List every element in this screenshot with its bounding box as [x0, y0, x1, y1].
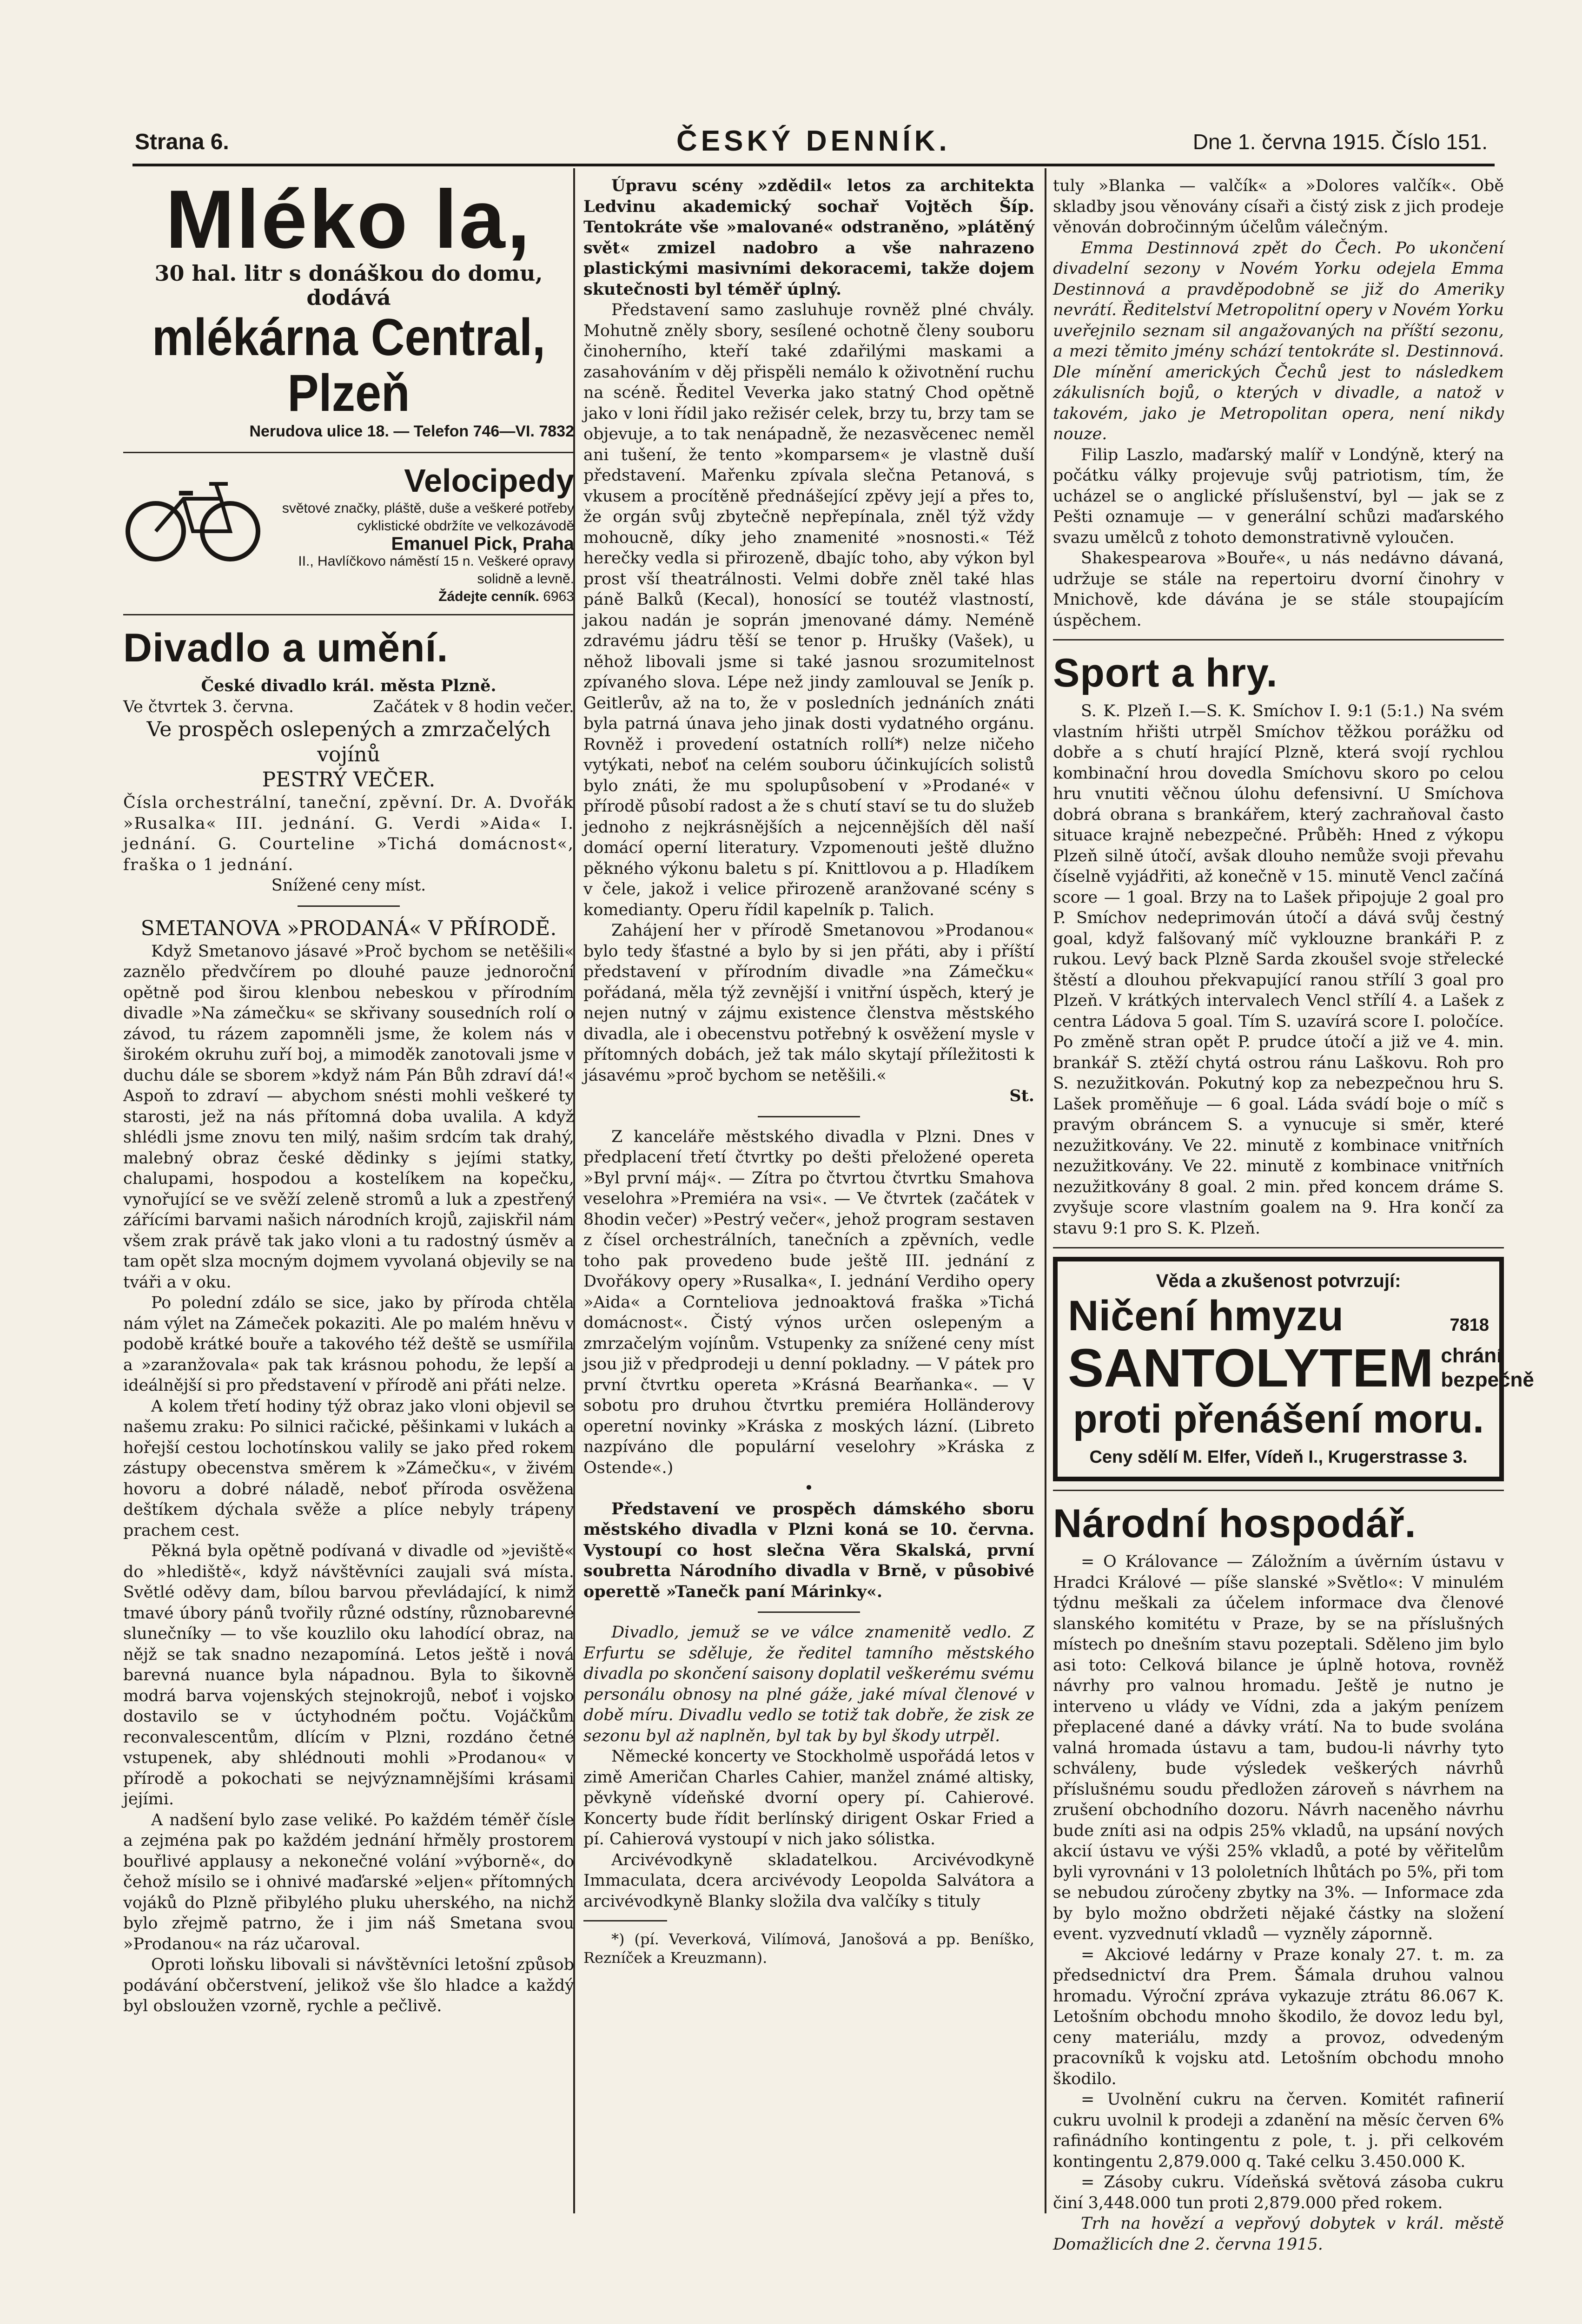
notice-kancelar: Z kanceláře městského divadla v Plzni. Dnes v předplacení třetí čtvrtky po dešti přeložené opereta »Byl první máj«. — Zítra po čtvrtou čtvrtku Smahova veselohra »Premiéra na vsi«. — Ve čtvrtek (začátek v 8hodin večer) »Pestrý večer«, jehož program sestaven z čísel orchestrálních, tanečních a zpěvních, vedle toho pak provedeno bude ještě III. jednání z Dvořákovy opery »Rusalka«, I. jednání Verdiho opery »Aida« a Cornteliova jednoaktová fraška »Tichá domácnost«. Čistý výnos určen oslepeným a zmrzačelým vojínům. Vstupenky za snížené ceny míst jsou již v předprodeji u denní pokladny. — V pátek pro první čtvrtku opereta »Krásná Bearňanka«. — V sobotu pro druhou čtvrtku premiéra Holländerovy operetní novinky »Kráska z moských lázní. (Libreto nazpíváno dle populární veselohry »Kráska z Ostende«.) [583, 1127, 1034, 1477]
ad-santolyt-tagline: Věda a zkušenost potvrzují: [1156, 1271, 1401, 1291]
paragraph: Po polední zdálo se sice, jako by příroda chtěla nám výlet na Zámeček pokaziti. Ale po malém hněvu v podobě krátké bouře a takového též deště se usmířila a »zaranžovala« pak tak krásnou pohodu, že lepší a ideálnější si pro představení v přírodě ani přáti nelze. [123, 1294, 574, 1395]
notice-shakespeare: Shakespearova »Bouře«, u nás nedávno dávaná, udržuje se stále na repertoiru dvorní činohry v Mnichově, kde dávána je se stále stoupajícím úspěchem. [1053, 549, 1504, 630]
paragraph: A kolem třetí hodiny týž obraz jako vloni objevil se našemu zraku: Po silnici račické, pěšinkami v lukách a hořejší cestou lochotínskou valily se jako před rokem zástupy obecenstva směrem k »Zámečku«, v živém hovoru a dobré náladě, neboť příroda osvěžena deštíkem dýchala svěže a plíce nebyly trápeny prachem cest. [123, 1397, 574, 1540]
performance-date [123, 697, 574, 718]
column-3 [1053, 176, 1534, 2255]
notice-kralovanka: = O Královance — Záložním a úvěrním ústavu v Hradci Králové — píše slanské »Světlo«: V minulém týdnu meškali za účelem informace dva členové slanského komitétu v Praze, by se na příslušných místech po dnešním stavu pozeptali. Sděleno jim bylo asi toto: Celková bilance je úplně hotova, rovněž návrhy pro valnou hromadu. Ještě je nutno je interveno u vlády ve Vídni, zda a jakým penízem přeplacené dané a dávky vrátí. Na to bude svolána valná hromada ústavu a tam, budou-li návrhy tyto schváleny, bude výsledek veškerých návrhů příslušnému soudu předložen zároveň s návrhem na zrušení obchodního dozoru. Návrh naceněho návrhu bude zníti asi na odpis 25% vkladů, na upsání nových akcií ústavu ve výši 25% vkladů, a poté by věřitelům byli vyrovnáni v 13 pololetních lhůtách po 5%, při tom se nebudou zúročeny zbytky na 3%. — Informace zda by bylo možno obdržeti nějaké částky na složení event. vyzvednutí vkladů — vyzněly zápornně. [1053, 1552, 1504, 1943]
ad-velocipedy-address: II., Havlíčkovo náměstí 15 n. Veškeré opravy solidně a levně. [298, 554, 574, 587]
ad-santolyt [1053, 1257, 1534, 1481]
ad-mleko [123, 173, 574, 443]
divider [298, 905, 400, 907]
sport-report: S. K. Plzeň I.—S. K. Smíchov I. 9:1 (5:1.) Na svém vlastním hřišti utrpěl Smíchov těžkou porážku od dobře a s chutí hrající Plzně, která svojí rychlou kombinační hrou dovedla Smíchovu skoro po celou hru vnutiti věčnou úlohu defensivní. U Smíchova dobrá obrana s brankářem, který zachraňoval často situace krajně nebezpečné. Průběh: Hned z výkopu Plzeň silně útočí, avšak dlouho nemůže svoji převahu číselně vyjádřiti, až konečně v 15. minutě Vencl začíná score — 1 goal. Brzy na to Lašek připojuje 2 goal pro P. Smíchov nedeprimován útočí a dává svůj čestný goal, když falšovaný míč vyklouzne brankáři P. z rukou. Levý back Plzně Sarda zkoušel svoje střelecké štěstí a dlouhou překvapující ranou střílí 3 goal pro Plzeň. V krátkých intervalech Vencl střílí 4. a Lašek z centra Ládova 5 goal. Tím S. uzavírá score I. poločíce. Po změně stran opět P. prudce útočí a již ve 4. min. brankář S. ztěží chytá ostrou ránu Laškovu. Roh pro S. nezužitkován. Pokutný kop za nebezpečnou hru S. Lašek proměňuje — 6 goal. Láda svádí boje o míč s pravým obráncem S. a vynucuje si směr, které nezužitkovány. Ve 22. minutě z kombinace vnitřních nezužitkovány. Ve 22. minutě z kombinace vnitřních nezužitkovány 8 goal. 2 min. před koncem dráme S. zvyšuje score vlastním goalem na 9. Hra končí za stavu 9:1 pro S. K. Plzeň. [1053, 702, 1504, 1238]
page-number: Strana 6. [135, 130, 229, 154]
notice-zasoby: = Zásoby cukru. Vídeňská světová zásoba cukru činí 3,448.000 tun proti 2,879.000 před rokem. [1053, 2173, 1504, 2212]
ad-velocipedy-num: 6963 [543, 589, 574, 604]
ad-santolyt-line2 [1068, 1292, 1489, 1340]
paragraph: tuly »Blanka — valčík« a »Dolores valčík«. Obě skladby jsou věnovány císaři a čistý zisk z jich prodeje věnován dobročinným účelům válečným. [1053, 177, 1504, 237]
divider [758, 1611, 860, 1613]
bicycle-icon [123, 462, 263, 564]
divider [1053, 1247, 1504, 1248]
divider [758, 1116, 860, 1117]
event-title: PESTRÝ VEČER. [262, 768, 436, 792]
notice-laszlo: Filip Laszlo, maďarský malíř v Londýně, který na počátku války projevuje svůj patriotism, tím, že ucházel se o anglické příslušenství, byl — jak se z Pešti oznamuje — v generální schůzi maďarského svazu umělců z tohoto demonstrativně vyloučen. [1053, 445, 1504, 547]
issue-date: Dne 1. června 1915. Číslo 151. [1192, 130, 1488, 154]
ad-santolyt-subline: proti přenášení moru. [1072, 1396, 1484, 1441]
benefit-line: Ve prospěch oslepených a zmrzačelých vojínů [146, 718, 551, 766]
ad-santolyt-brand: SANTOLYTEM [1068, 1337, 1434, 1398]
paragraph: Představení samo zasluhuje rovněž plné chvály. Mohutně zněly sbory, sesílené ochotně členy souboru činoherního, kteří také zdařilými maskami a zasahováním v děj přispěli nemálo k oživotnění ruchu na scéně. Ředitel Veverka jako statný Chod opětně jako v loni řídil jako režisér celek, brzy tu, brzy tam se objevuje, a to tak nenápadně, že nezasvěcenec neměl ani tušení, že tento »komparsem« je vlastně duší představení. Mařenku zpívala slečna Petanová, s vkusem a procítěně přednášející zpěvy její a přes to, že orgán svůj zbytečně nepřepínala, zněl týž vždy mohoucně, díky jeho znamenité »nosnosti.« Též herečky vedla si přirozeně, dbajíc toho, aby výkon byl prost vší theatrálnosti. Velmi dobře zněl také hlas páně Balků (Kecal), honosící se toutéž vlastností, jakou nadán je soprán jmenované dámy. Neméně zdravému jádru těší se tenor p. Hrušky (Vašek), u něhož libovali jsme si také jasnou srozumitelnost zpívaného slova. Lépe než jindy zamlouval se Jeník p. Geitlerův, až na to, že v posledních jednáních znáti byla patrná únava jeho jinak dosti vydatného orgánu. Rovněž i provedení ostatních rollí*) nelze ničeho vytýkati, neboť na celém souboru účinkujících solistů bylo znáti, že mu spolupůsobení v »Prodané« v přírodě působí radost a že s chutí staví se tu do služeb jednoho z nejkrásnějších a nejcennějších děl naší domácí operní literatury. Vzpomenouti ještě dlužno pěkného výkonu baletu s pí. Knittlovou a p. Hladíkem v čele, jakož i velice přirozeně aranžované scény s komedianty. Operu řídil kapelník p. Talich. [583, 301, 1034, 919]
divider [1053, 1490, 1504, 1491]
notice-damsky-sbor: Představení ve prospěch dámského sboru městského divadla v Plzni koná se 10. června. Vystoupí co host slečna Věra Skalská, první soubretta Národního divadla v Brně, v působivé operettě »Tanečk paní Márinky«. [583, 1499, 1034, 1601]
ad-velocipedy-firm: Emanuel Pick, Praha [391, 534, 574, 554]
ad-mleko-firm: mlékárna Central, Plzeň [152, 308, 545, 422]
ad-santolyt-num: 7818 [1450, 1315, 1489, 1335]
section-title-hospodar: Národní hospodář. [1053, 1501, 1417, 1546]
paragraph: Oproti loňsku libovali si návštěvníci letošní způsob podávání občerstvení, jelikož vše šlo hladce a každý byl obsloužen vzorně, rychle a pečlivě. [123, 1955, 574, 2015]
section-title-divadlo: Divadlo a umění. [123, 626, 449, 670]
masthead: ČESKÝ DENNÍK. [676, 125, 951, 157]
divider [123, 614, 574, 615]
ad-velocipedy-title: Velocipedy [404, 462, 574, 499]
header-rule [132, 164, 1495, 166]
ad-santolyt-headline: Ničení hmyzu [1068, 1292, 1344, 1340]
author-signature: St. [1009, 1086, 1034, 1105]
notice-arcivevodkyne: Arcivévodkyně skladatelkou. Arcivévodkyně Immaculata, dcera arcivévody Leopolda Salvátora a arcivévodkyně Blanky složila dva valčíky s tituly [583, 1850, 1034, 1911]
column-2 [583, 176, 1034, 1967]
ad-santolyt-brand-row [1068, 1337, 1534, 1398]
notice-ledarny: = Akciové ledárny v Praze konaly 27. t. m. za předsednictví dra Prem. Šámala druhou valnou hromadu. Výroční zpráva vykazuje ztrátu 86.067 K. Letošním obchodu mnoho škodilo, že dovoz ledu byl, ceny materiálu, mzdy a provoz, odvedeným pracovníků k vojsku atd. Letošním obchodu mnoho škodilo. [1053, 1945, 1504, 2088]
ad-mleko-address: Nerudova ulice 18. — Telefon 746—VI. 7832 [249, 423, 574, 440]
section-title-sport: Sport a hry. [1053, 651, 1278, 695]
ad-velocipedy-text [272, 462, 574, 606]
bullet-separator: • [804, 1479, 814, 1498]
paragraph: Zahájení her v přírodě Smetanovou »Prodanou« bylo tedy šťastné a bylo by si jen přáti, aby i příští představení v přírodním divadle »na Zámečku« pořádaná, měla týž zevnější i vnitřní úspěch, který je nejen nutný v zájmu existence členstva městského divadla, ale i obecenstvu potřebný k osvěžení mysle v přítomných dobách, jež tak málo skytají příležitosti k jásavému »proč bychom se netěšili.« [583, 921, 1034, 1085]
notice-cukr: = Uvolnění cukru na červen. Komitét rafinerií cukru uvolnil k prodeji a zdanění na měsíc červen 6% rafinádního kontingentu z pole, t. j. při celkovém kontingentu 2,879.000 q. Také celku 3.450.000 K. [1053, 2090, 1504, 2171]
ad-velocipedy-cta: Žádejte cenník. [438, 589, 539, 604]
ad-mleko-headline: Mléko la, [165, 173, 532, 265]
notice-trh: Trh na hovězí a vepřový dobytek v král. městě Domažlicích dne 2. června 1915. [1053, 2214, 1504, 2254]
ad-velocipedy-desc: světové značky, pláště, duše a veškeré potřeby cyklistické obdržíte ve velkozávodě [282, 501, 574, 534]
ad-mleko-price: 30 hal. litr s donáškou do domu, dodává [154, 261, 543, 310]
paragraph: Úpravu scény »zdědil« letos za architekta Ledvinu akademický sochař Vojtěch Šíp. Tentokráte vše »malované« odstraněno, »plátěný svět« zmizel nadobro a vše nahrazeno plastickými masivními dekoracemi, takže dojem skutečnosti byl téměř úplný. [583, 176, 1034, 299]
ad-santolyt-contact: Ceny sdělí M. Elfer, Vídeň I., Krugerstrasse 3. [1089, 1447, 1468, 1467]
performance-time: Začátek v 8 hodin večer. [373, 697, 574, 716]
notice-divadlo-erfurt: Divadlo, jemuž se ve válce znamenitě vedlo. Z Erfurtu se sděluje, že ředitel tamního městského divadla po skončení saisony doplatil veškerému svému personálu obnosy na plné gáže, jaké míval členové v době míru. Divadlu vedlo se totiž tak dobře, že zisk ze sezonu byl až naplněn, byl tak by byl škody utrpěl. [583, 1623, 1034, 1745]
paragraph: Pěkná byla opětně podívaná v divadle od »jeviště« do »hlediště«, když návštěvníci zaujali svá místa. Světlé oděvy dam, bílou barvou převládající, k nimž tmavé úbory pánů tvořily různé odstíny, různobarevné slunečníky — to vše kouzlilo oku lahodící obraz, na nějž se tak snadno nezapomíná. Letos ještě i nová barevná nuance byla nápadnou. Byla to šikovně modrá barva vojenských stejnokrojů, neboť i vojsko dostavilo se v úctyhodném počtu. Vojáčkům reconvalescentům, dlícím v Plzni, rozdáno četné vstupenek, aby shlédnouti mohli »Prodanou« v přírodě a pokochati se nejvýznamnějšími krásami jejími. [123, 1542, 574, 1809]
prices: Snížené ceny míst. [271, 876, 426, 895]
program: Čísla orchestrální, taneční, zpěvní. Dr. A. Dvořák »Rusalka« III. jednání. G. Verdi »Aida« I. jednání. G. Courteline »Tichá domácnost«, fraška o 1 jednání. [123, 793, 574, 874]
ad-velocipedy [123, 462, 574, 606]
divider [1053, 639, 1504, 640]
paragraph: Když Smetanovo jásavé »Proč bychom se netěšili« zaznělo předvčírem po dlouhé pauze jednoroční opětně pod širou klenbou nebeskou v přírodním divadle »Na zámečku« se skřivany sousedních rolí o závod, tu rázem zapomněli jsme, že kolem nás v širokém okruhu zuří boj, a mimoděk zanotovali jsme v duchu dále se sborem »když nám Pán Bůh zdraví dá!« Aspoň to zdraví — abychom snésti mohli veškeré ty starosti, jež na nás přítomná doba uvalila. A když shlédli jsme znovu ten milý, našim srdcím tak drahý, malebný obraz české dědinky s jejími statky, chalupami, hospodou a kostelíkem na kopečku, vynořující se ve svěží zeleně stromů a luk a zpestřený zářícími barvami našich národních krojů, zajiskřil nám všem zrak právě tak jako vloni a tu radostný úsměv a tam opět slza mocným dojmem vyvolaná objevily se na tváři a v oku. [123, 942, 574, 1292]
footnote: *) (pí. Veverková, Vilímová, Janošová a pp. Beníško, Rezníček a Kreuzmann). [583, 1930, 1034, 1967]
ad-santolyt-claim: chrání bezpečně [1441, 1344, 1534, 1391]
notice-destinnova: Emma Destinnová zpět do Čech. Po ukončení divadelní sezony v Novém Yorku odejela Emma Destinnová a pravděpodobně se již do Ameriky nevrátí. Ředitelství Metropolitní opery v Novém Yorku uveřejnilo seznam sil angažovaných na příští sezonu, a mezi těmito jmény schází tentokráte sl. Destinnová. Dle mínění amerických Čechů jest to následkem zákulisních bojů, o kterých v divadle, a natož v takovém, jako je Metropolitan opera, není nikdy nouze. [1053, 238, 1504, 443]
column-divider-2 [1045, 168, 1046, 2213]
performance-day: Ve čtvrtek 3. června. [123, 697, 294, 716]
footnote-rule [583, 1920, 667, 1921]
page-header [135, 125, 1488, 166]
divider [123, 452, 574, 453]
column-1 [123, 173, 574, 2017]
paragraph: A nadšení bylo zase veliké. Po každém téměř čísle a zejména pak po každém jednání hřměly prostorem bouřlivé applausy a nekonečné volání »výborně«, do čehož mísilo se i ohnivé maďarské »eljen« přítomných vojáků do Plzně přibylého pluku uherského, na nichž bylo zřejmě patrno, že i jim náš Smetana svou »Prodanou« na ráz učaroval. [123, 1810, 574, 1954]
article-title: SMETANOVA »PRODANÁ« V PŘÍRODĚ. [140, 916, 557, 940]
theatre-name: České divadlo král. města Plzně. [201, 676, 496, 695]
notice-koncerty: Německé koncerty ve Stockholmě uspořádá letos v zimě Američan Charles Cahier, manžel známé altisky, pěvkyně vídeňské dvorní opery pí. Cahierové. Koncerty bude řídit berlínský dirigent Oskar Fried a pí. Cahierová vystoupí v nich jako sólistka. [583, 1747, 1034, 1849]
